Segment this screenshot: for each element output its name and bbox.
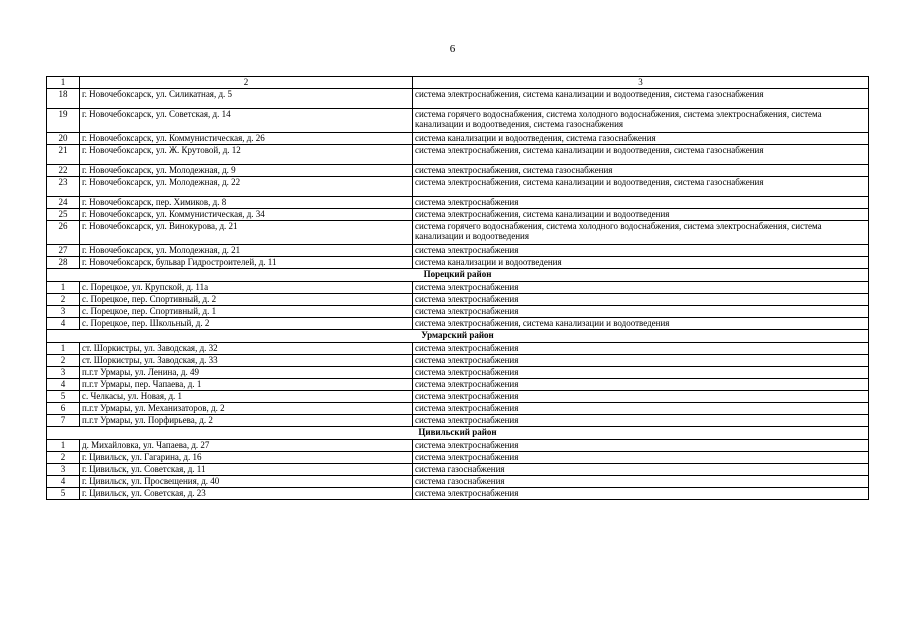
table-row xyxy=(47,209,869,221)
district-title: Порецкий район xyxy=(47,269,869,282)
table-body xyxy=(47,77,869,500)
table-header-row xyxy=(47,77,869,89)
row-address: г. Новочебоксарск, ул. Молодежная, д. 9 xyxy=(80,165,413,177)
row-systems: система электроснабжения xyxy=(413,379,869,391)
table-row xyxy=(47,257,869,269)
table-row xyxy=(47,355,869,367)
row-address: г. Новочебоксарск, ул. Коммунистическая, д. 34 xyxy=(80,209,413,221)
table-row xyxy=(47,403,869,415)
row-address: с. Порецкое, пер. Спортивный, д. 2 xyxy=(80,294,413,306)
row-address: п.г.т Урмары, ул. Механизаторов, д. 2 xyxy=(80,403,413,415)
row-number: 21 xyxy=(47,145,80,165)
row-systems: система горячего водоснабжения, система холодного водоснабжения, система электроснабжения, система канализации и водоотведения xyxy=(413,221,869,245)
row-systems: система электроснабжения xyxy=(413,282,869,294)
district-title: Урмарский район xyxy=(47,330,869,343)
row-systems: система электроснабжения xyxy=(413,488,869,500)
row-address: с. Челкасы, ул. Новая, д. 1 xyxy=(80,391,413,403)
page-number: 6 xyxy=(449,43,456,55)
row-systems: система канализации и водоотведения xyxy=(413,257,869,269)
table-row xyxy=(47,109,869,133)
row-number: 27 xyxy=(47,245,80,257)
row-address: г. Цивильск, ул. Гагарина, д. 16 xyxy=(80,452,413,464)
row-systems: система электроснабжения xyxy=(413,403,869,415)
row-systems: система электроснабжения xyxy=(413,306,869,318)
row-number: 2 xyxy=(47,355,80,367)
row-address: ст. Шоркистры, ул. Заводская, д. 33 xyxy=(80,355,413,367)
table-row xyxy=(47,318,869,330)
row-number: 20 xyxy=(47,133,80,145)
row-address: г. Новочебоксарск, ул. Силикатная, д. 5 xyxy=(80,89,413,109)
row-number: 1 xyxy=(47,343,80,355)
header-col-number: 1 xyxy=(47,77,80,89)
table-row xyxy=(47,145,869,165)
row-address: г. Цивильск, ул. Просвещения, д. 40 xyxy=(80,476,413,488)
row-systems: система электроснабжения xyxy=(413,452,869,464)
header-col-systems: 3 xyxy=(413,77,869,89)
table-row xyxy=(47,343,869,355)
row-address: г. Новочебоксарск, ул. Винокурова, д. 21 xyxy=(80,221,413,245)
table-row xyxy=(47,379,869,391)
row-address: г. Новочебоксарск, пер. Химиков, д. 8 xyxy=(80,197,413,209)
table-row xyxy=(47,177,869,197)
row-number: 2 xyxy=(47,294,80,306)
row-systems: система электроснабжения xyxy=(413,294,869,306)
row-address: с. Порецкое, пер. Школьный, д. 2 xyxy=(80,318,413,330)
row-systems: система электроснабжения xyxy=(413,355,869,367)
table-row xyxy=(47,245,869,257)
row-systems: система электроснабжения, система газоснабжения xyxy=(413,165,869,177)
row-number: 4 xyxy=(47,318,80,330)
row-number: 3 xyxy=(47,306,80,318)
row-systems: система газоснабжения xyxy=(413,476,869,488)
table-row xyxy=(47,367,869,379)
row-systems: система электроснабжения, система канализации и водоотведения xyxy=(413,209,869,221)
row-number: 6 xyxy=(47,403,80,415)
row-systems: система электроснабжения xyxy=(413,367,869,379)
row-systems: система горячего водоснабжения, система холодного водоснабжения, система электроснабжения, система канализации и водоотведения, система газоснабжения xyxy=(413,109,869,133)
district-title: Цивильский район xyxy=(47,427,869,440)
row-number: 22 xyxy=(47,165,80,177)
district-section-row xyxy=(47,427,869,440)
row-address: г. Новочебоксарск, ул. Советская, д. 14 xyxy=(80,109,413,133)
row-number: 26 xyxy=(47,221,80,245)
row-address: г. Новочебоксарск, бульвар Гидростроителей, д. 11 xyxy=(80,257,413,269)
row-systems: система электроснабжения xyxy=(413,197,869,209)
row-systems: система электроснабжения xyxy=(413,440,869,452)
row-number: 18 xyxy=(47,89,80,109)
table-row xyxy=(47,221,869,245)
row-number: 4 xyxy=(47,379,80,391)
row-number: 3 xyxy=(47,367,80,379)
row-number: 3 xyxy=(47,464,80,476)
row-address: д. Михайловка, ул. Чапаева, д. 27 xyxy=(80,440,413,452)
table-row xyxy=(47,415,869,427)
row-systems: система электроснабжения, система канализации и водоотведения, система газоснабжения xyxy=(413,145,869,165)
row-systems: система электроснабжения xyxy=(413,343,869,355)
row-number: 2 xyxy=(47,452,80,464)
row-address: п.г.т Урмары, ул. Ленина, д. 49 xyxy=(80,367,413,379)
row-number: 28 xyxy=(47,257,80,269)
table-row xyxy=(47,282,869,294)
row-number: 5 xyxy=(47,488,80,500)
row-number: 1 xyxy=(47,282,80,294)
row-systems: система электроснабжения, система канализации и водоотведения, система газоснабжения xyxy=(413,89,869,109)
row-address: г. Новочебоксарск, ул. Молодежная, д. 21 xyxy=(80,245,413,257)
row-address: с. Порецкое, пер. Спортивный, д. 1 xyxy=(80,306,413,318)
table-row xyxy=(47,464,869,476)
row-address: п.г.т Урмары, пер. Чапаева, д. 1 xyxy=(80,379,413,391)
row-number: 19 xyxy=(47,109,80,133)
district-section-row xyxy=(47,269,869,282)
row-number: 24 xyxy=(47,197,80,209)
row-number: 25 xyxy=(47,209,80,221)
row-address: г. Новочебоксарск, ул. Коммунистическая, д. 26 xyxy=(80,133,413,145)
row-address: п.г.т Урмары, ул. Порфирьева, д. 2 xyxy=(80,415,413,427)
row-systems: система электроснабжения, система канализации и водоотведения xyxy=(413,318,869,330)
row-systems: система электроснабжения xyxy=(413,415,869,427)
row-number: 1 xyxy=(47,440,80,452)
table-row xyxy=(47,197,869,209)
systems-table xyxy=(46,76,869,500)
district-section-row xyxy=(47,330,869,343)
table-row xyxy=(47,452,869,464)
table-row xyxy=(47,89,869,109)
row-address: г. Цивильск, ул. Советская, д. 11 xyxy=(80,464,413,476)
table-row xyxy=(47,476,869,488)
row-number: 23 xyxy=(47,177,80,197)
row-address: с. Порецкое, ул. Крупской, д. 11а xyxy=(80,282,413,294)
table-row xyxy=(47,440,869,452)
row-number: 7 xyxy=(47,415,80,427)
row-number: 4 xyxy=(47,476,80,488)
header-col-address: 2 xyxy=(80,77,413,89)
table-row xyxy=(47,165,869,177)
row-systems: система электроснабжения, система канализации и водоотведения, система газоснабжения xyxy=(413,177,869,197)
table-row xyxy=(47,391,869,403)
row-systems: система газоснабжения xyxy=(413,464,869,476)
table-row xyxy=(47,306,869,318)
row-address: г. Новочебоксарск, ул. Ж. Крутовой, д. 12 xyxy=(80,145,413,165)
row-address: ст. Шоркистры, ул. Заводская, д. 32 xyxy=(80,343,413,355)
row-systems: система электроснабжения xyxy=(413,245,869,257)
row-systems: система электроснабжения xyxy=(413,391,869,403)
row-number: 5 xyxy=(47,391,80,403)
row-address: г. Новочебоксарск, ул. Молодежная, д. 22 xyxy=(80,177,413,197)
row-address: г. Цивильск, ул. Советская, д. 23 xyxy=(80,488,413,500)
table-row xyxy=(47,488,869,500)
row-systems: система канализации и водоотведения, система газоснабжения xyxy=(413,133,869,145)
table-row xyxy=(47,133,869,145)
table-row xyxy=(47,294,869,306)
